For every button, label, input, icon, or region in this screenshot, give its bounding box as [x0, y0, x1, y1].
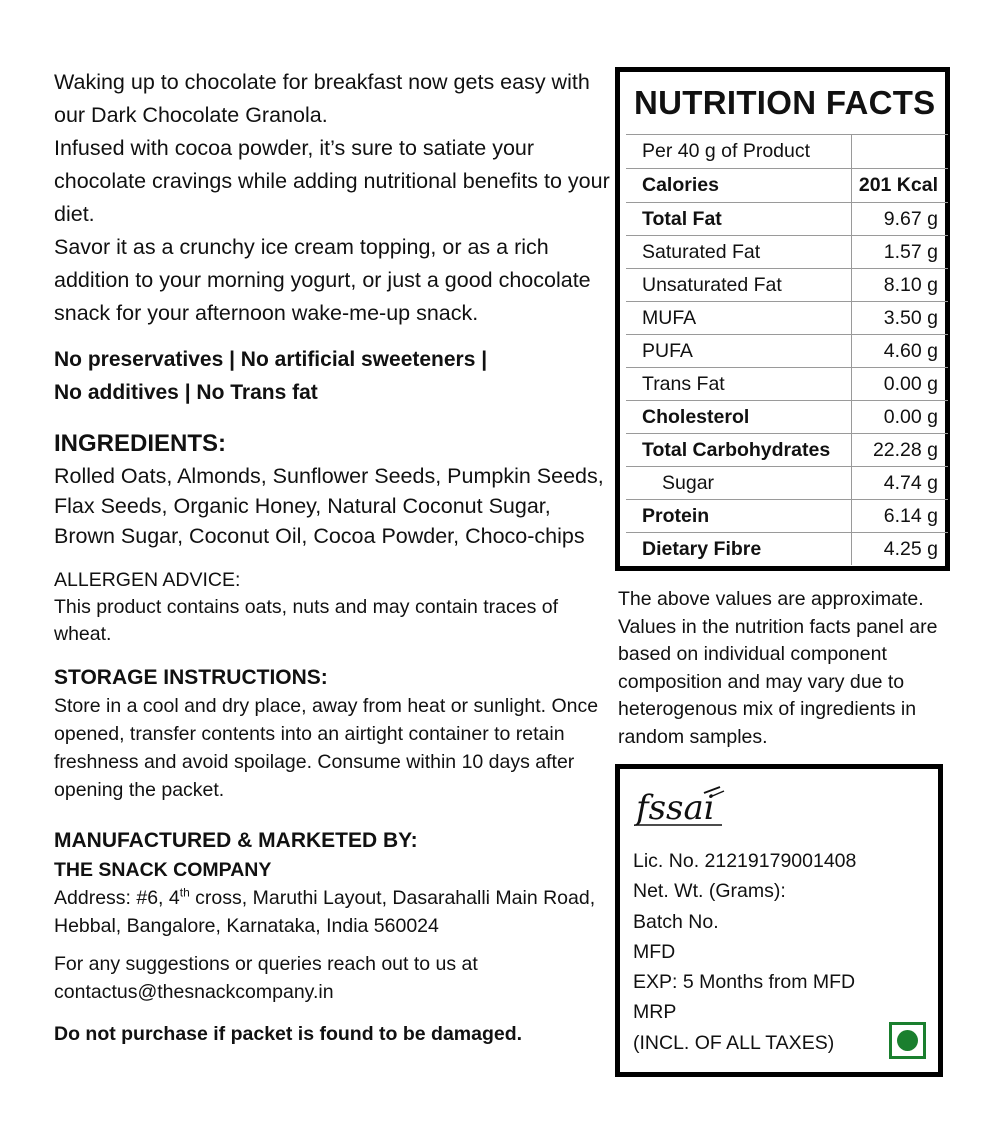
address-start: Address: #6, 4 — [54, 887, 180, 909]
ingredients-text: Rolled Oats, Almonds, Sunflower Seeds, Pumpkin Seeds, Flax Seeds, Organic Honey, Natural Coconut Sugar, Brown Sugar, Coconut Oil, Cocoa Powder, Choco-chips — [54, 464, 604, 548]
table-row — [626, 533, 948, 566]
nutrient-value: 22.28 g — [852, 434, 949, 467]
nutrition-facts-panel — [615, 67, 950, 571]
nutrient-label: Saturated Fat — [626, 236, 852, 269]
nutrient-value: 4.74 g — [852, 467, 949, 500]
company-address — [54, 884, 614, 940]
manufacturer-heading: MANUFACTURED & MARKETED BY: — [54, 829, 418, 852]
nutrient-value: 0.00 g — [852, 401, 949, 434]
nutrient-value: 3.50 g — [852, 302, 949, 335]
nutrient-value — [852, 135, 949, 169]
allergen-heading: ALLERGEN ADVICE: — [54, 569, 241, 591]
nutrient-value: 201 Kcal — [852, 169, 949, 203]
license-panel — [615, 764, 943, 1077]
contact-text: For any suggestions or queries reach out to us at contactus@thesnackcompany.in — [54, 953, 478, 1003]
nutrient-value: 0.00 g — [852, 368, 949, 401]
description-paragraph: Savor it as a crunchy ice cream topping, or as a rich addition to your morning yogurt, or just a good chocolate snack for your afternoon wake-me-up snack. — [54, 235, 591, 325]
nutrient-value: 1.57 g — [852, 236, 949, 269]
product-claims — [54, 343, 614, 409]
storage-text: Store in a cool and dry place, away from heat or sunlight. Once opened, transfer contents into an airtight container to retain freshness and avoid spoilage. Consume within 10 days after opening the packet. — [54, 695, 599, 801]
product-description — [54, 66, 614, 330]
allergen-text: This product contains oats, nuts and may contain traces of wheat. — [54, 596, 559, 645]
nutrient-value: 6.14 g — [852, 500, 949, 533]
table-row — [626, 269, 948, 302]
table-row — [626, 500, 948, 533]
nutrient-label: PUFA — [626, 335, 852, 368]
table-row — [626, 434, 948, 467]
company-name: THE SNACK COMPANY — [54, 859, 272, 881]
nutrient-value: 8.10 g — [852, 269, 949, 302]
description-paragraph: Waking up to chocolate for breakfast now gets easy with our Dark Chocolate Granola. — [54, 70, 590, 127]
nutrient-label: Total Fat — [626, 203, 852, 236]
license-details — [633, 846, 856, 1058]
net-weight: Net. Wt. (Grams): — [633, 880, 786, 903]
mfd-date: MFD — [633, 940, 676, 963]
nutrient-label: MUFA — [626, 302, 852, 335]
nutrient-label: Dietary Fibre — [626, 533, 852, 566]
nutrition-table — [626, 134, 948, 565]
nutrient-value: 4.25 g — [852, 533, 949, 566]
ingredients-heading: INGREDIENTS: — [54, 430, 227, 457]
nutrition-note: The above values are approximate. Values in the nutrition facts panel are based on individual component composition and may vary due to heterogenous mix of ingredients in random samples. — [618, 588, 938, 748]
table-row — [626, 401, 948, 434]
table-row — [626, 135, 948, 169]
storage-heading: STORAGE INSTRUCTIONS: — [54, 666, 328, 689]
serving-size: Per 40 g of Product — [626, 135, 852, 169]
table-row — [626, 335, 948, 368]
address-ordinal: th — [179, 885, 190, 900]
nutrient-label: Cholesterol — [626, 401, 852, 434]
nutrient-label: Total Carbohydrates — [626, 434, 852, 467]
fssai-logo — [634, 785, 728, 835]
nutrient-value: 4.60 g — [852, 335, 949, 368]
table-row — [626, 203, 948, 236]
address-rest: cross, Maruthi Layout, Dasarahalli Main Road, Hebbal, Bangalore, Karnataka, India 560024 — [54, 887, 596, 937]
nutrient-value: 9.67 g — [852, 203, 949, 236]
nutrient-label: Trans Fat — [626, 368, 852, 401]
description-paragraph: Infused with cocoa powder, it’s sure to satiate your chocolate cravings while adding nutritional benefits to your diet. — [54, 136, 610, 226]
damage-warning: Do not purchase if packet is found to be damaged. — [54, 1023, 523, 1045]
license-number: Lic. No. 21219179001408 — [633, 850, 857, 872]
veg-dot-icon — [897, 1030, 918, 1051]
nutrient-label: Protein — [626, 500, 852, 533]
nutrient-label: Calories — [626, 169, 852, 203]
mrp: MRP — [633, 1001, 677, 1024]
taxes-note: (INCL. OF ALL TAXES) — [633, 1031, 835, 1054]
veg-mark-icon — [889, 1022, 926, 1059]
nutrient-label: Sugar — [626, 467, 852, 500]
nutrition-facts-title: NUTRITION FACTS — [634, 84, 936, 121]
expiry: EXP: 5 Months from MFD — [633, 971, 856, 994]
batch-number: Batch No. — [633, 910, 719, 933]
table-row — [626, 169, 948, 203]
table-row — [626, 467, 948, 500]
claims-line: No preservatives | No artificial sweeteners | — [54, 348, 488, 371]
claims-line: No additives | No Trans fat — [54, 381, 318, 404]
nutrient-label: Unsaturated Fat — [626, 269, 852, 302]
product-info — [54, 66, 614, 1048]
table-row — [626, 368, 948, 401]
table-row — [626, 236, 948, 269]
table-row — [626, 302, 948, 335]
fssai-logo-text: fssai — [636, 788, 715, 828]
